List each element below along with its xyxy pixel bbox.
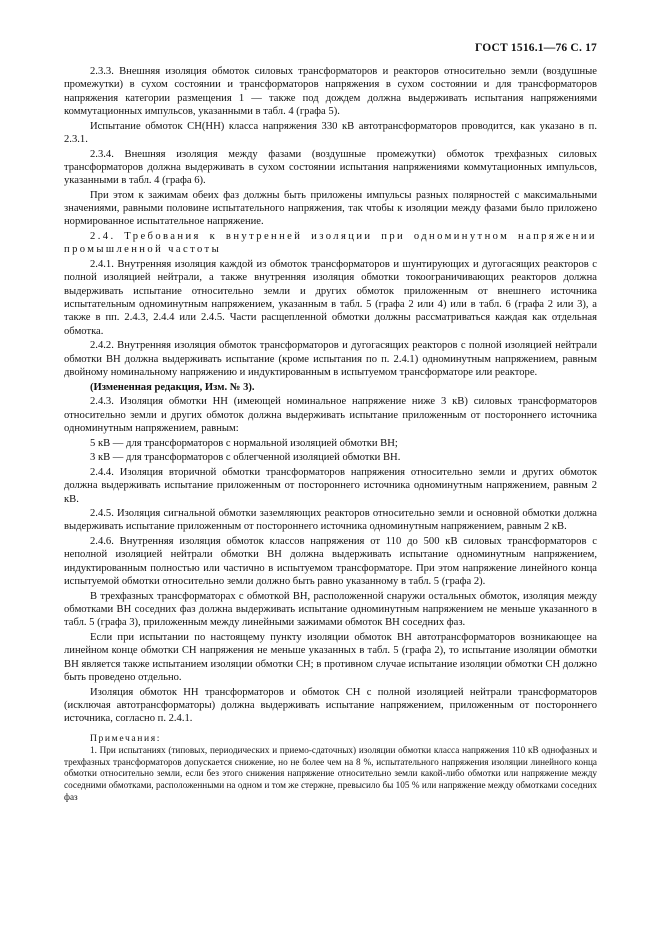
paragraph-autotransformers: Если при испытании по настоящему пункту изоляции обмоток ВН автотрансформаторов возникающее на линейном конце обмотки СН напряжения не меньше указанных в табл. 5 (графа 2), то испытание изоляции обмотки ВН является также испытанием изоляции обмотки СН; в противном случае испытание изоляции обмотки СН должно быть проведено отдельно. bbox=[64, 632, 597, 683]
paragraph-phase-impulses: При этом к зажимам обеих фаз должны быть приложены импульсы разных полярностей с максимальными значениями, равными половине испытательного напряжения, так чтобы к изоляции между фазами было приложено нормированное испытательное напряжение. bbox=[64, 189, 597, 228]
list-item-3kv: 3 кВ — для трансформаторов с облегченной изоляцией обмотки ВН. bbox=[90, 452, 401, 464]
amendment-note: (Измененная редакция, Изм. № 3). bbox=[90, 381, 255, 393]
paragraph-2-4-6: 2.4.6. Внутренняя изоляция обмоток классов напряжения от 110 до 500 кВ силовых трансформаторов с неполной изоляцией нейтрали обмотки ВН должна выдерживать испытание одноминутным напряжением, индуктированным полностью или частично в испытуемом трансформаторе. При этом напряжение линейного конца испытуемой обмотки относительно земли должно быть равно указанному в табл. 5 (графа 2). bbox=[64, 536, 597, 588]
page-header: ГОСТ 1516.1—76 С. 17 bbox=[474, 42, 597, 54]
paragraph-2-4-2: 2.4.2. Внутренняя изоляция обмоток трансформаторов и дугогасящих реакторов с полной изоляцией нейтрали обмотки ВН должна выдерживать испытание (кроме испытания по п. 2.4.1) одноминутным напряжением, равным двойному номинальному напряжению и индуктированным в испытуемом трансформаторе или реакторе. bbox=[64, 340, 597, 378]
paragraph-2-4-3: 2.4.3. Изоляция обмотки НН (имеющей номинальное напряжение ниже 3 кВ) силовых трансформаторов относительно земли и других обмоток должна выдерживать испытание приложенным от постороннего источника одноминутным напряжением, равным: bbox=[64, 396, 597, 434]
paragraph-2-4-1: 2.4.1. Внутренняя изоляция каждой из обмоток трансформаторов и шунтирующих и дугогасящих реакторов с полной изоляцией нейтрали, а также внутренняя изоляция обмотки токоограничивающих реакторов должна выдерживать испытание относительно земли и других обмоток приложенным от внешнего источника испытательным одноминутным напряжением, указанным в табл. 5 (графа 2 или 4) или в табл. 6 (графа 2 или 3), а также в пп. 2.4.3, 2.4.4 или 2.4.5. Части расщепленной обмотки должны рассматриваться каждая как отдельная обмотка. bbox=[64, 259, 597, 337]
list-item-5kv: 5 кВ — для трансформаторов с нормальной изоляцией обмотки ВН; bbox=[90, 437, 398, 449]
paragraph-2-4-5: 2.4.5. Изоляция сигнальной обмотки заземляющих реакторов относительно земли и основной обмотки должна выдерживать испытание приложенным от постороннего источника одноминутным напряжением, равным 2 кВ. bbox=[64, 508, 597, 533]
paragraph-three-phase: В трехфазных трансформаторах с обмоткой ВН, расположенной снаружи остальных обмоток, изоляция между обмотками ВН соседних фаз должна выдерживать испытание одноминутным напряжением не меньше указанного в табл. 5 (графа 3), приложенным между линейными зажимами обмоток ВН соседних фаз. bbox=[64, 590, 597, 629]
note-item: 1. При испытаниях (типовых, периодических и приемо-сдаточных) изоляции обмотки класса напряжения 110 кВ однофазных и трехфазных трансформаторов допускается снижение, но не более чем на 8 %, испытательного напряжения изоляции линейного конца обмотки относительно земли, если без этого снижения напряжение относительно земли какой-либо обмотки или напряжение между соседними обмотками, расположенными на одном и том же стержне, превысило бы 105 % или напряжение между обмотками соседних фаз bbox=[64, 745, 597, 802]
paragraph-cn-test: Испытание обмоток СН(НН) класса напряжения 330 кВ автотрансформаторов проводится, как указано в п. 2.3.1. bbox=[64, 120, 597, 145]
notes-title: Примечания: bbox=[90, 732, 161, 744]
section-heading-2-4: 2.4. Требования к внутренней изоляции при одноминутном напряжении промышленной частоты bbox=[64, 231, 597, 256]
document-page bbox=[64, 40, 597, 804]
paragraph-2-3-3: 2.3.3. Внешняя изоляция обмоток силовых трансформаторов и реакторов относительно земли (воздушные промежутки) в сухом состоянии и трансформаторов напряжения в сухом состоянии и для трансформаторов напряжения категории размещения 1 — также под дождем должна выдерживать испытания напряжениями коммутационных импульсов, указанными в табл. 4 (графа 5). bbox=[64, 66, 597, 117]
paragraph-nn-windings: Изоляция обмоток НН трансформаторов и обмоток СН с полной изоляцией нейтрали трансформаторов (исключая автотрансформаторы) должна выдерживать испытание напряжением, приложенным от постороннего источника, согласно п. 2.4.1. bbox=[64, 686, 597, 725]
paragraph-2-3-4: 2.3.4. Внешняя изоляция между фазами (воздушные промежутки) обмоток трехфазных силовых трансформаторов должна выдерживать в сухом состоянии испытания напряжениями коммутационных импульсов, указанными в табл. 4 (графа 6). bbox=[64, 148, 597, 187]
paragraph-2-4-4: 2.4.4. Изоляция вторичной обмотки трансформаторов напряжения относительно земли и других обмоток должна выдерживать испытание приложенным от постороннего источника одноминутным напряжением, равным 2 кВ. bbox=[64, 466, 597, 505]
